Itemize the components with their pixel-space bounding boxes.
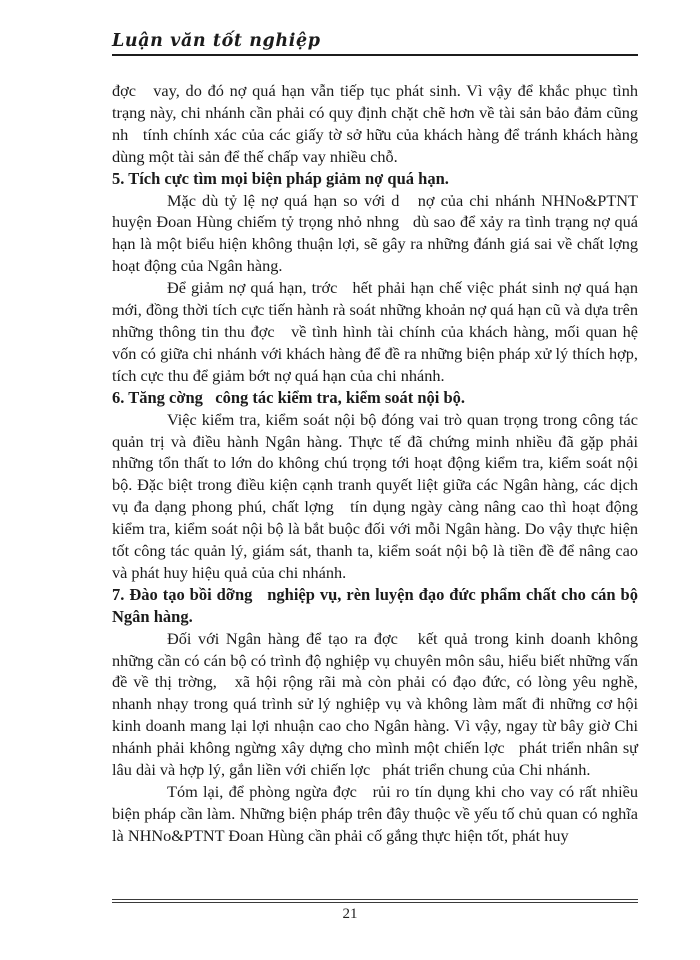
body-paragraph: Đối với Ngân hàng để tạo ra đợc kết quả trong kinh doanh không những cần có cán bộ có trình độ nghiệp vụ chuyên môn sâu, hiểu biết những vấn đề về thị trờng, xã hội rộng rãi mà còn phải có đạo đức, có lòng yêu nghề, nhanh nhạy trong quá trình sử lý nghiệp vụ và không làm mất đi những cơ hội kinh doanh mang lại lợi nhuận cao cho Ngân hàng. Vì vậy, ngay từ bây giờ Chi nhánh phải không ngừng xây dựng cho mình một chiến lợc phát triển nhân sự lâu dài và hợp lý, gắn liền với chiến lợc phát triển chung của Chi nhánh. xyxy=(112,628,643,780)
section-heading-6: 6. Tăng cờng công tác kiểm tra, kiểm soát nội bộ. xyxy=(112,387,466,407)
section-heading-5: 5. Tích cực tìm mọi biện pháp giảm nợ quá hạn. xyxy=(112,168,449,188)
footer-divider xyxy=(112,899,638,903)
body-paragraph: Việc kiểm tra, kiểm soát nội bộ đóng vai trò quan trọng trong công tác quản trị và điều hành Ngân hàng. Thực tế đã chứng minh nhiều đã gặp phải những tổn thất to lớn do không chú trọng tới hoạt động kiểm tra, kiểm soát nội bộ. Đặc biệt trong điều kiện cạnh tranh quyết liệt giữa các Ngân hàng, các dịch vụ đa dạng phong phú, chất lợng tín dụng ngày càng nâng cao thì hoạt động kiểm tra, kiểm soát nội bộ là bắt buộc đối với mỗi Ngân hàng. Do vậy thực hiện tốt công tác quản lý, giám sát, thanh ta, kiểm soát nội bộ là tiền đề để nâng cao và phát huy hiệu quả của chi nhánh. xyxy=(112,409,643,582)
body-paragraph: Tóm lại, để phòng ngừa đợc rủi ro tín dụng khi cho vay có rất nhiều biện pháp cần làm. Những biện pháp trên đây thuộc về yếu tố chủ quan có nghĩa là NHNo&PTNT Đoan Hùng cần phải cố gắng thực hiện tốt, phát huy xyxy=(112,782,643,845)
section-heading-7: 7. Đào tạo bồi dỡng nghiệp vụ, rèn luyện đạo đức phẩm chất cho cán bộ Ngân hàng. xyxy=(112,584,643,626)
header-title: Luận văn tốt nghiệp xyxy=(112,31,321,51)
page-number: 21 xyxy=(342,906,358,922)
body-paragraph: đợc vay, do đó nợ quá hạn vẫn tiếp tục phát sinh. Vì vậy để khắc phục tình trạng này, chi nhánh cần phải có quy định chặt chẽ hơn về tài sản bảo đảm cũng nh tính chính xác của các giấy tờ sở hữu của khách hàng để tránh khách hàng dùng một tài sản để thế chấp vay nhiều chỗ. xyxy=(112,81,643,166)
body-paragraph: Mặc dù tỷ lệ nợ quá hạn so với d nợ của chi nhánh NHNo&PTNT huyện Đoan Hùng chiếm tỷ trọng nhỏ nhng dù sao để xảy ra tình trạng nợ quá hạn là một biểu hiện không thuận lợi, sẽ gây ra những đánh giá sai về chất lợng hoạt động của Ngân hàng. xyxy=(112,190,651,276)
body-paragraph: Để giảm nợ quá hạn, trớc hết phải hạn chế việc phát sinh nợ quá hạn mới, đồng thời tích cực tiến hành rà soát những khoản nợ quá hạn cũ và dựa trên những thông tin thu đợc về tình hình tài chính của khách hàng, mối quan hệ vốn có giữa chi nhánh với khách hàng để đề ra những biện pháp xử lý thích hợp, tích cực thu để giảm bớt nợ quá hạn của chi nhánh. xyxy=(112,278,643,385)
page-header xyxy=(112,31,638,56)
document-content xyxy=(112,80,651,847)
